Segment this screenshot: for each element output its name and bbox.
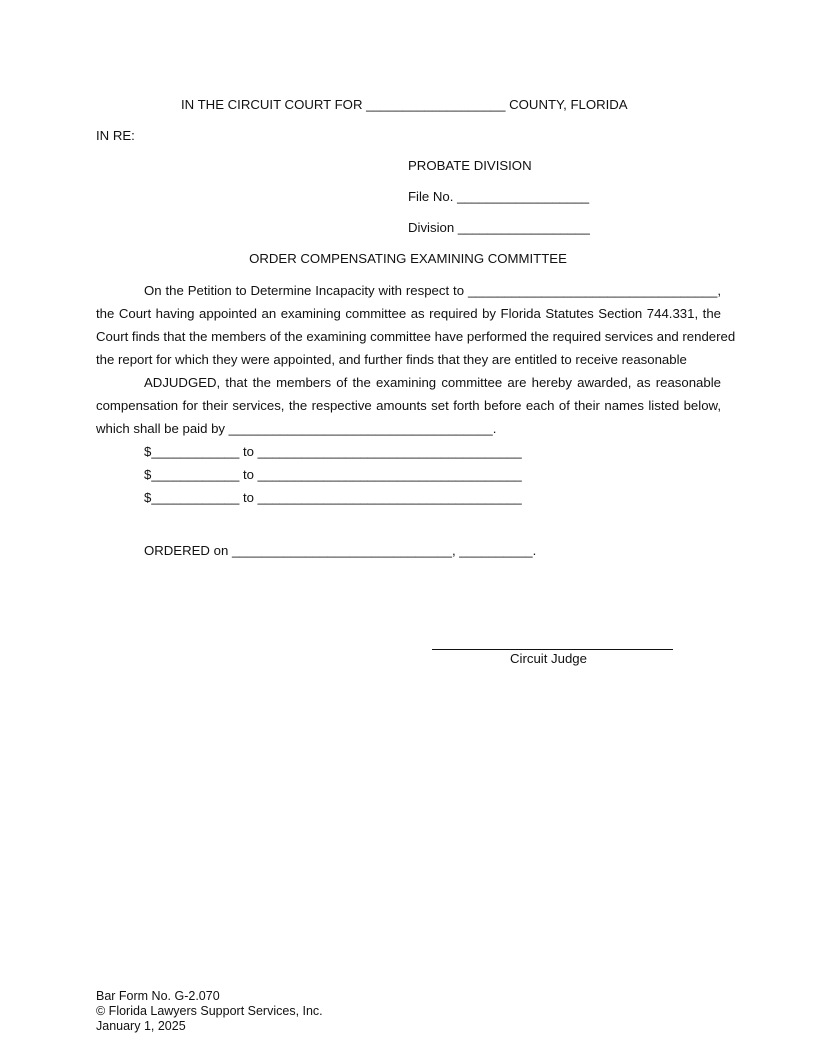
form-date: January 1, 2025: [96, 1019, 186, 1033]
form-footer: [96, 989, 323, 1034]
court-heading: IN THE CIRCUIT COURT FOR ___________________ COUNTY, FLORIDA: [181, 97, 628, 112]
para2-line-3: which shall be paid by ____________________________________.: [96, 421, 497, 436]
payee-line-3: $____________ to ____________________________________: [144, 490, 522, 505]
circuit-judge-label: Circuit Judge: [510, 651, 587, 666]
ordered-on-line: ORDERED on ______________________________, __________.: [144, 543, 537, 558]
signature-line: [432, 649, 673, 650]
probate-division-label: PROBATE DIVISION: [408, 158, 532, 173]
in-re-label: IN RE:: [96, 128, 135, 143]
copyright-notice: © Florida Lawyers Support Services, Inc.: [96, 1004, 323, 1018]
bar-form-number: Bar Form No. G-2.070: [96, 989, 220, 1003]
para1-line-1: On the Petition to Determine Incapacity with respect to __________________________________,: [144, 283, 721, 298]
para1-line-3: Court finds that the members of the examining committee have performed the required services and rendered: [96, 329, 736, 344]
para1-line-4: the report for which they were appointed, and further finds that they are entitled to receive reasonable: [96, 352, 687, 367]
document-title: ORDER COMPENSATING EXAMINING COMMITTEE: [249, 251, 567, 266]
file-number-field: File No. __________________: [408, 189, 590, 204]
payee-line-2: $____________ to ____________________________________: [144, 467, 522, 482]
division-field: Division __________________: [408, 220, 590, 235]
para1-line-2: the Court having appointed an examining committee as required by Florida Statutes Section 744.331, the: [96, 306, 721, 321]
para2-line-2: compensation for their services, the respective amounts set forth before each of their names listed below,: [96, 398, 721, 413]
payee-line-1: $____________ to ____________________________________: [144, 444, 522, 459]
para2-line-1: ADJUDGED, that the members of the examining committee are hereby awarded, as reasonable: [144, 375, 721, 390]
